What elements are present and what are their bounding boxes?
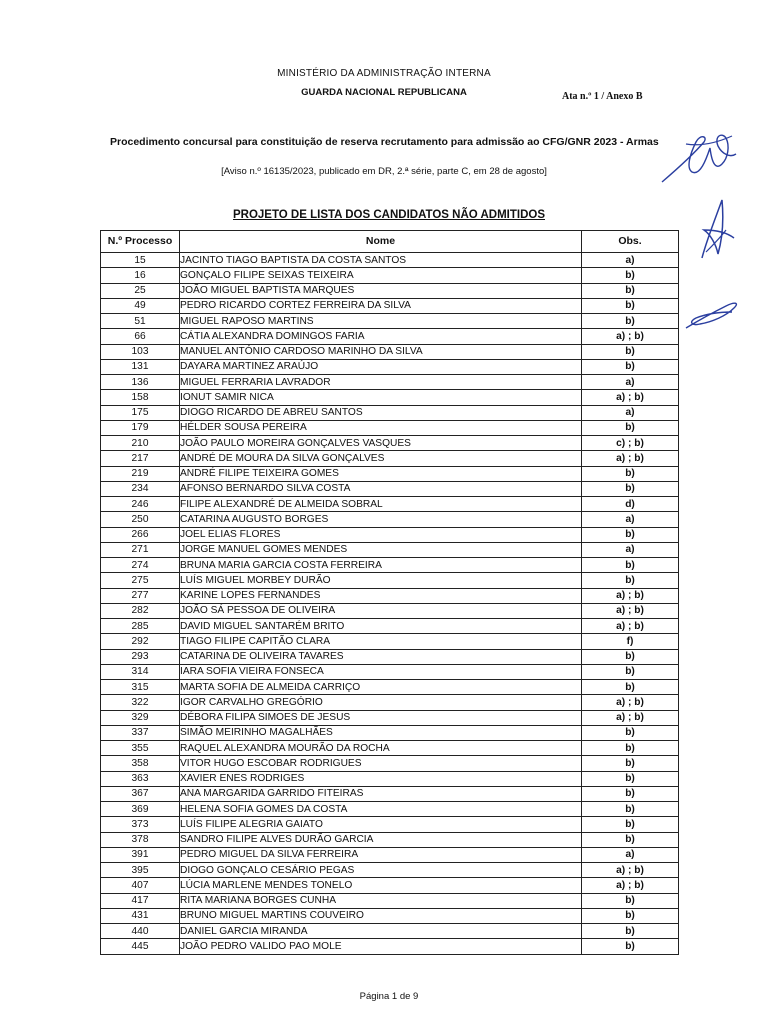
obs-cell: a) ; b) <box>582 451 679 466</box>
obs-cell: b) <box>582 344 679 359</box>
process-number-cell: 16 <box>101 268 180 283</box>
candidate-name-cell: DANIEL GARCIA MIRANDA <box>180 924 582 939</box>
process-number-cell: 103 <box>101 344 180 359</box>
table-row <box>101 786 679 801</box>
obs-cell: b) <box>582 527 679 542</box>
candidate-name-cell: XAVIER ENES RODRIGES <box>180 771 582 786</box>
obs-cell: a) <box>582 375 679 390</box>
process-number-cell: 158 <box>101 390 180 405</box>
table-row <box>101 466 679 481</box>
header-name: Nome <box>180 231 582 253</box>
table-row <box>101 725 679 740</box>
process-number-cell: 275 <box>101 573 180 588</box>
table-row <box>101 390 679 405</box>
obs-cell: b) <box>582 817 679 832</box>
process-number-cell: 293 <box>101 649 180 664</box>
process-number-cell: 391 <box>101 847 180 862</box>
table-row <box>101 344 679 359</box>
process-number-cell: 219 <box>101 466 180 481</box>
candidate-name-cell: JOÃO PEDRO VALIDO PAO MOLE <box>180 939 582 954</box>
process-number-cell: 266 <box>101 527 180 542</box>
table-row <box>101 588 679 603</box>
obs-cell: a) ; b) <box>582 329 679 344</box>
header-obs: Obs. <box>582 231 679 253</box>
process-number-cell: 407 <box>101 878 180 893</box>
page-footer: Página 1 de 9 <box>359 991 419 1002</box>
table-row <box>101 253 679 268</box>
process-number-cell: 367 <box>101 786 180 801</box>
table-row <box>101 283 679 298</box>
process-number-cell: 378 <box>101 832 180 847</box>
table-row <box>101 481 679 496</box>
header-process-number: N.º Processo <box>101 231 180 253</box>
candidate-name-cell: CATARINA DE OLIVEIRA TAVARES <box>180 649 582 664</box>
obs-cell: b) <box>582 359 679 374</box>
table-row <box>101 893 679 908</box>
candidate-name-cell: LUÍS FILIPE ALEGRIA GAIATO <box>180 817 582 832</box>
process-number-cell: 234 <box>101 481 180 496</box>
ministry-name: MINISTÉRIO DA ADMINISTRAÇÃO INTERNA <box>277 68 491 79</box>
candidate-name-cell: IARA SOFIA VIEIRA FONSECA <box>180 664 582 679</box>
candidate-name-cell: DAVID MIGUEL SANTARÉM BRITO <box>180 619 582 634</box>
table-row <box>101 741 679 756</box>
candidate-name-cell: BRUNA MARIA GARCIA COSTA FERREIRA <box>180 558 582 573</box>
table-row <box>101 847 679 862</box>
table-row <box>101 497 679 512</box>
process-number-cell: 329 <box>101 710 180 725</box>
obs-cell: b) <box>582 420 679 435</box>
candidate-name-cell: MIGUEL RAPOSO MARTINS <box>180 314 582 329</box>
process-number-cell: 355 <box>101 741 180 756</box>
candidate-name-cell: RITA MARIANA BORGES CUNHA <box>180 893 582 908</box>
table-row <box>101 817 679 832</box>
table-row <box>101 756 679 771</box>
table-row <box>101 314 679 329</box>
obs-cell: b) <box>582 893 679 908</box>
table-row <box>101 359 679 374</box>
process-number-cell: 210 <box>101 436 180 451</box>
obs-cell: b) <box>582 725 679 740</box>
table-row <box>101 710 679 725</box>
table-row <box>101 420 679 435</box>
table-row <box>101 405 679 420</box>
table-row <box>101 329 679 344</box>
organization-name: GUARDA NACIONAL REPUBLICANA <box>301 87 467 98</box>
process-number-cell: 66 <box>101 329 180 344</box>
table-row <box>101 558 679 573</box>
process-number-cell: 282 <box>101 603 180 618</box>
obs-cell: a) <box>582 405 679 420</box>
obs-cell: b) <box>582 939 679 954</box>
obs-cell: b) <box>582 802 679 817</box>
candidate-name-cell: HÉLDER SOUSA PEREIRA <box>180 420 582 435</box>
candidate-name-cell: TIAGO FILIPE CAPITÃO CLARA <box>180 634 582 649</box>
obs-cell: b) <box>582 786 679 801</box>
process-number-cell: 337 <box>101 725 180 740</box>
process-number-cell: 431 <box>101 908 180 923</box>
candidate-name-cell: AFONSO BERNARDO SILVA COSTA <box>180 481 582 496</box>
table-row <box>101 924 679 939</box>
obs-cell: a) ; b) <box>582 588 679 603</box>
process-number-cell: 246 <box>101 497 180 512</box>
process-number-cell: 358 <box>101 756 180 771</box>
table-row <box>101 634 679 649</box>
obs-cell: b) <box>582 664 679 679</box>
table-row <box>101 573 679 588</box>
candidate-name-cell: ANDRÉ FILIPE TEIXEIRA GOMES <box>180 466 582 481</box>
table-row <box>101 649 679 664</box>
obs-cell: b) <box>582 680 679 695</box>
table-row <box>101 939 679 954</box>
obs-cell: a) ; b) <box>582 603 679 618</box>
obs-cell: a) <box>582 847 679 862</box>
candidate-name-cell: MARTA SOFIA DE ALMEIDA CARRIÇO <box>180 680 582 695</box>
candidate-name-cell: JOÃO SÁ PESSOA DE OLIVEIRA <box>180 603 582 618</box>
table-row <box>101 771 679 786</box>
obs-cell: a) ; b) <box>582 695 679 710</box>
procedure-title: Procedimento concursal para constituição de reserva recrutamento para admissão ao CFG/GNR 2023 - Armas <box>110 136 659 148</box>
process-number-cell: 417 <box>101 893 180 908</box>
candidate-name-cell: CATARINA AUGUSTO BORGES <box>180 512 582 527</box>
list-title: PROJETO DE LISTA DOS CANDIDATOS NÃO ADMITIDOS <box>232 209 545 221</box>
table-row <box>101 268 679 283</box>
notice-reference: [Aviso n.º 16135/2023, publicado em DR, 2.ª série, parte C, em 28 de agosto] <box>221 166 547 177</box>
signature-2-icon <box>692 192 742 264</box>
candidate-name-cell: KARINE LOPES FERNANDES <box>180 588 582 603</box>
candidate-name-cell: DAYARA MARTINEZ ARAÚJO <box>180 359 582 374</box>
process-number-cell: 292 <box>101 634 180 649</box>
candidate-name-cell: PEDRO RICARDO CORTEZ FERREIRA DA SILVA <box>180 298 582 313</box>
candidate-name-cell: JOEL ELIAS FLORES <box>180 527 582 542</box>
candidate-name-cell: IONUT SAMIR NICA <box>180 390 582 405</box>
obs-cell: b) <box>582 298 679 313</box>
process-number-cell: 25 <box>101 283 180 298</box>
obs-cell: a) ; b) <box>582 863 679 878</box>
obs-cell: c) ; b) <box>582 436 679 451</box>
candidate-name-cell: FILIPE ALEXANDRÉ DE ALMEIDA SOBRAL <box>180 497 582 512</box>
process-number-cell: 49 <box>101 298 180 313</box>
obs-cell: b) <box>582 771 679 786</box>
candidate-name-cell: BRUNO MIGUEL MARTINS COUVEIRO <box>180 908 582 923</box>
candidate-name-cell: DÉBORA FILIPA SIMOES DE JESUS <box>180 710 582 725</box>
process-number-cell: 445 <box>101 939 180 954</box>
candidate-name-cell: GONÇALO FILIPE SEIXAS TEIXEIRA <box>180 268 582 283</box>
candidate-name-cell: CÁTIA ALEXANDRA DOMINGOS FARIA <box>180 329 582 344</box>
obs-cell: b) <box>582 649 679 664</box>
signature-1-icon <box>656 124 742 194</box>
process-number-cell: 175 <box>101 405 180 420</box>
process-number-cell: 131 <box>101 359 180 374</box>
candidate-name-cell: LUÍS MIGUEL MORBEY DURÃO <box>180 573 582 588</box>
candidate-name-cell: DIOGO RICARDO DE ABREU SANTOS <box>180 405 582 420</box>
process-number-cell: 285 <box>101 619 180 634</box>
obs-cell: b) <box>582 558 679 573</box>
obs-cell: f) <box>582 634 679 649</box>
candidate-name-cell: JORGE MANUEL GOMES MENDES <box>180 542 582 557</box>
obs-cell: a) ; b) <box>582 619 679 634</box>
process-number-cell: 440 <box>101 924 180 939</box>
obs-cell: b) <box>582 466 679 481</box>
candidate-name-cell: ANA MARGARIDA GARRIDO FITEIRAS <box>180 786 582 801</box>
table-row <box>101 878 679 893</box>
obs-cell: b) <box>582 314 679 329</box>
process-number-cell: 274 <box>101 558 180 573</box>
candidate-name-cell: SANDRO FILIPE ALVES DURÃO GARCIA <box>180 832 582 847</box>
process-number-cell: 136 <box>101 375 180 390</box>
obs-cell: a) ; b) <box>582 710 679 725</box>
candidate-name-cell: JACINTO TIAGO BAPTISTA DA COSTA SANTOS <box>180 253 582 268</box>
candidate-name-cell: VITOR HUGO ESCOBAR RODRIGUES <box>180 756 582 771</box>
table-row <box>101 375 679 390</box>
table-row <box>101 512 679 527</box>
candidates-table <box>100 230 679 955</box>
obs-cell: b) <box>582 832 679 847</box>
table-row <box>101 695 679 710</box>
process-number-cell: 395 <box>101 863 180 878</box>
obs-cell: b) <box>582 908 679 923</box>
obs-cell: b) <box>582 924 679 939</box>
process-number-cell: 217 <box>101 451 180 466</box>
table-header-row <box>101 231 679 253</box>
table-row <box>101 451 679 466</box>
obs-cell: a) ; b) <box>582 390 679 405</box>
obs-cell: b) <box>582 741 679 756</box>
table-row <box>101 298 679 313</box>
table-row <box>101 603 679 618</box>
table-row <box>101 802 679 817</box>
table-body <box>101 253 679 955</box>
process-number-cell: 322 <box>101 695 180 710</box>
table-row <box>101 436 679 451</box>
candidate-name-cell: LÚCIA MARLENE MENDES TONELO <box>180 878 582 893</box>
candidate-name-cell: DIOGO GONÇALO CESÁRIO PEGAS <box>180 863 582 878</box>
process-number-cell: 373 <box>101 817 180 832</box>
table-row <box>101 680 679 695</box>
process-number-cell: 250 <box>101 512 180 527</box>
obs-cell: b) <box>582 268 679 283</box>
document-reference: Ata n.º 1 / Anexo B <box>562 91 643 102</box>
signature-3-icon <box>682 296 742 336</box>
candidate-name-cell: MIGUEL FERRARIA LAVRADOR <box>180 375 582 390</box>
process-number-cell: 179 <box>101 420 180 435</box>
candidate-name-cell: HELENA SOFIA GOMES DA COSTA <box>180 802 582 817</box>
candidate-name-cell: RAQUEL ALEXANDRA MOURÃO DA ROCHA <box>180 741 582 756</box>
obs-cell: a) <box>582 542 679 557</box>
table-row <box>101 527 679 542</box>
candidate-name-cell: MANUEL ANTÓNIO CARDOSO MARINHO DA SILVA <box>180 344 582 359</box>
obs-cell: a) <box>582 253 679 268</box>
obs-cell: b) <box>582 756 679 771</box>
table-row <box>101 908 679 923</box>
table-row <box>101 664 679 679</box>
table-row <box>101 619 679 634</box>
process-number-cell: 369 <box>101 802 180 817</box>
obs-cell: d) <box>582 497 679 512</box>
candidate-name-cell: ANDRÉ DE MOURA DA SILVA GONÇALVES <box>180 451 582 466</box>
candidate-name-cell: SIMÃO MEIRINHO MAGALHÃES <box>180 725 582 740</box>
process-number-cell: 363 <box>101 771 180 786</box>
process-number-cell: 314 <box>101 664 180 679</box>
obs-cell: b) <box>582 481 679 496</box>
process-number-cell: 271 <box>101 542 180 557</box>
process-number-cell: 51 <box>101 314 180 329</box>
obs-cell: b) <box>582 573 679 588</box>
candidate-name-cell: IGOR CARVALHO GREGÓRIO <box>180 695 582 710</box>
process-number-cell: 15 <box>101 253 180 268</box>
process-number-cell: 277 <box>101 588 180 603</box>
obs-cell: a) ; b) <box>582 878 679 893</box>
obs-cell: a) <box>582 512 679 527</box>
candidate-name-cell: PEDRO MIGUEL DA SILVA FERREIRA <box>180 847 582 862</box>
candidate-name-cell: JOÃO MIGUEL BAPTISTA MARQUES <box>180 283 582 298</box>
candidate-name-cell: JOÃO PAULO MOREIRA GONÇALVES VASQUES <box>180 436 582 451</box>
process-number-cell: 315 <box>101 680 180 695</box>
table-row <box>101 542 679 557</box>
table-row <box>101 832 679 847</box>
obs-cell: b) <box>582 283 679 298</box>
table-row <box>101 863 679 878</box>
